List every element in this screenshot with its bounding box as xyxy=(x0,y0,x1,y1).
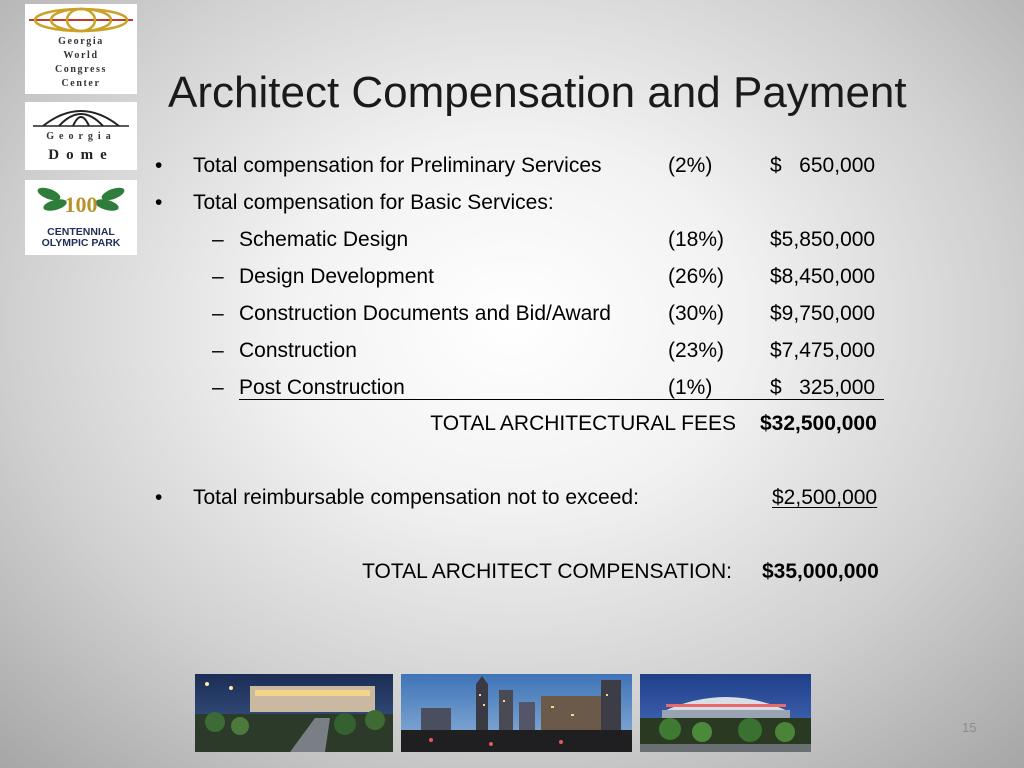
basic-services-label: Total compensation for Basic Services: xyxy=(193,191,554,214)
phase-amount: $7,475,000 xyxy=(770,339,876,362)
dash-icon: – xyxy=(212,228,224,251)
preliminary-amount: $ 650,000 xyxy=(770,154,876,177)
fees-total-label: TOTAL ARCHITECTURAL FEES xyxy=(430,412,736,435)
dash-icon: – xyxy=(212,302,224,325)
park-badge-text: 100 xyxy=(64,192,98,217)
reimbursable-amount: $2,500,000 xyxy=(772,486,878,509)
phase-amount: $5,850,000 xyxy=(770,228,876,251)
phase-amount: $ 325,000 xyxy=(770,376,876,399)
bullet-icon: • xyxy=(155,191,163,214)
dash-icon: – xyxy=(212,265,224,288)
skyline-photo xyxy=(401,674,632,752)
phase-amount: $8,450,000 xyxy=(770,265,876,288)
phase-label: Design Development xyxy=(239,265,434,288)
grand-total-amount: $35,000,000 xyxy=(762,560,879,583)
grand-total-label: TOTAL ARCHITECT COMPENSATION: xyxy=(362,560,732,583)
gwcc-line-2: World xyxy=(63,50,99,61)
bullet-icon: • xyxy=(155,154,163,177)
dash-icon: – xyxy=(212,376,224,399)
phase-pct: (23%) xyxy=(668,339,725,362)
post-construction-underline xyxy=(239,399,884,400)
phase-label: Post Construction xyxy=(239,376,405,399)
park-line-1: CENTENNIAL xyxy=(47,226,115,238)
phase-amount: $9,750,000 xyxy=(770,302,876,325)
reimbursable-label: Total reimbursable compensation not to exceed: xyxy=(193,486,639,509)
park-line-2: OLYMPIC PARK xyxy=(41,237,121,249)
dome-photo xyxy=(640,674,811,752)
dome-top-text: Georgia xyxy=(46,131,116,142)
gwcc-line-1: Georgia xyxy=(58,36,104,47)
slide-title: Architect Compensation and Payment xyxy=(168,68,907,117)
preliminary-pct: (2%) xyxy=(668,154,713,177)
phase-pct: (18%) xyxy=(668,228,725,251)
dome-bottom-text: Dome xyxy=(48,147,114,163)
phase-pct: (30%) xyxy=(668,302,725,325)
page-number: 15 xyxy=(962,720,977,735)
gwcc-line-4: Center xyxy=(61,78,101,89)
phase-label: Construction xyxy=(239,339,357,362)
bullet-icon: • xyxy=(155,486,163,509)
dash-icon: – xyxy=(212,339,224,362)
phase-pct: (1%) xyxy=(668,376,713,399)
preliminary-label: Total compensation for Preliminary Services xyxy=(193,154,602,177)
campus-night-photo xyxy=(195,674,393,752)
gwcc-line-3: Congress xyxy=(54,64,108,75)
phase-label: Construction Documents and Bid/Award xyxy=(239,302,611,325)
phase-pct: (26%) xyxy=(668,265,725,288)
fees-total-amount: $32,500,000 xyxy=(760,412,877,435)
phase-label: Schematic Design xyxy=(239,228,409,251)
